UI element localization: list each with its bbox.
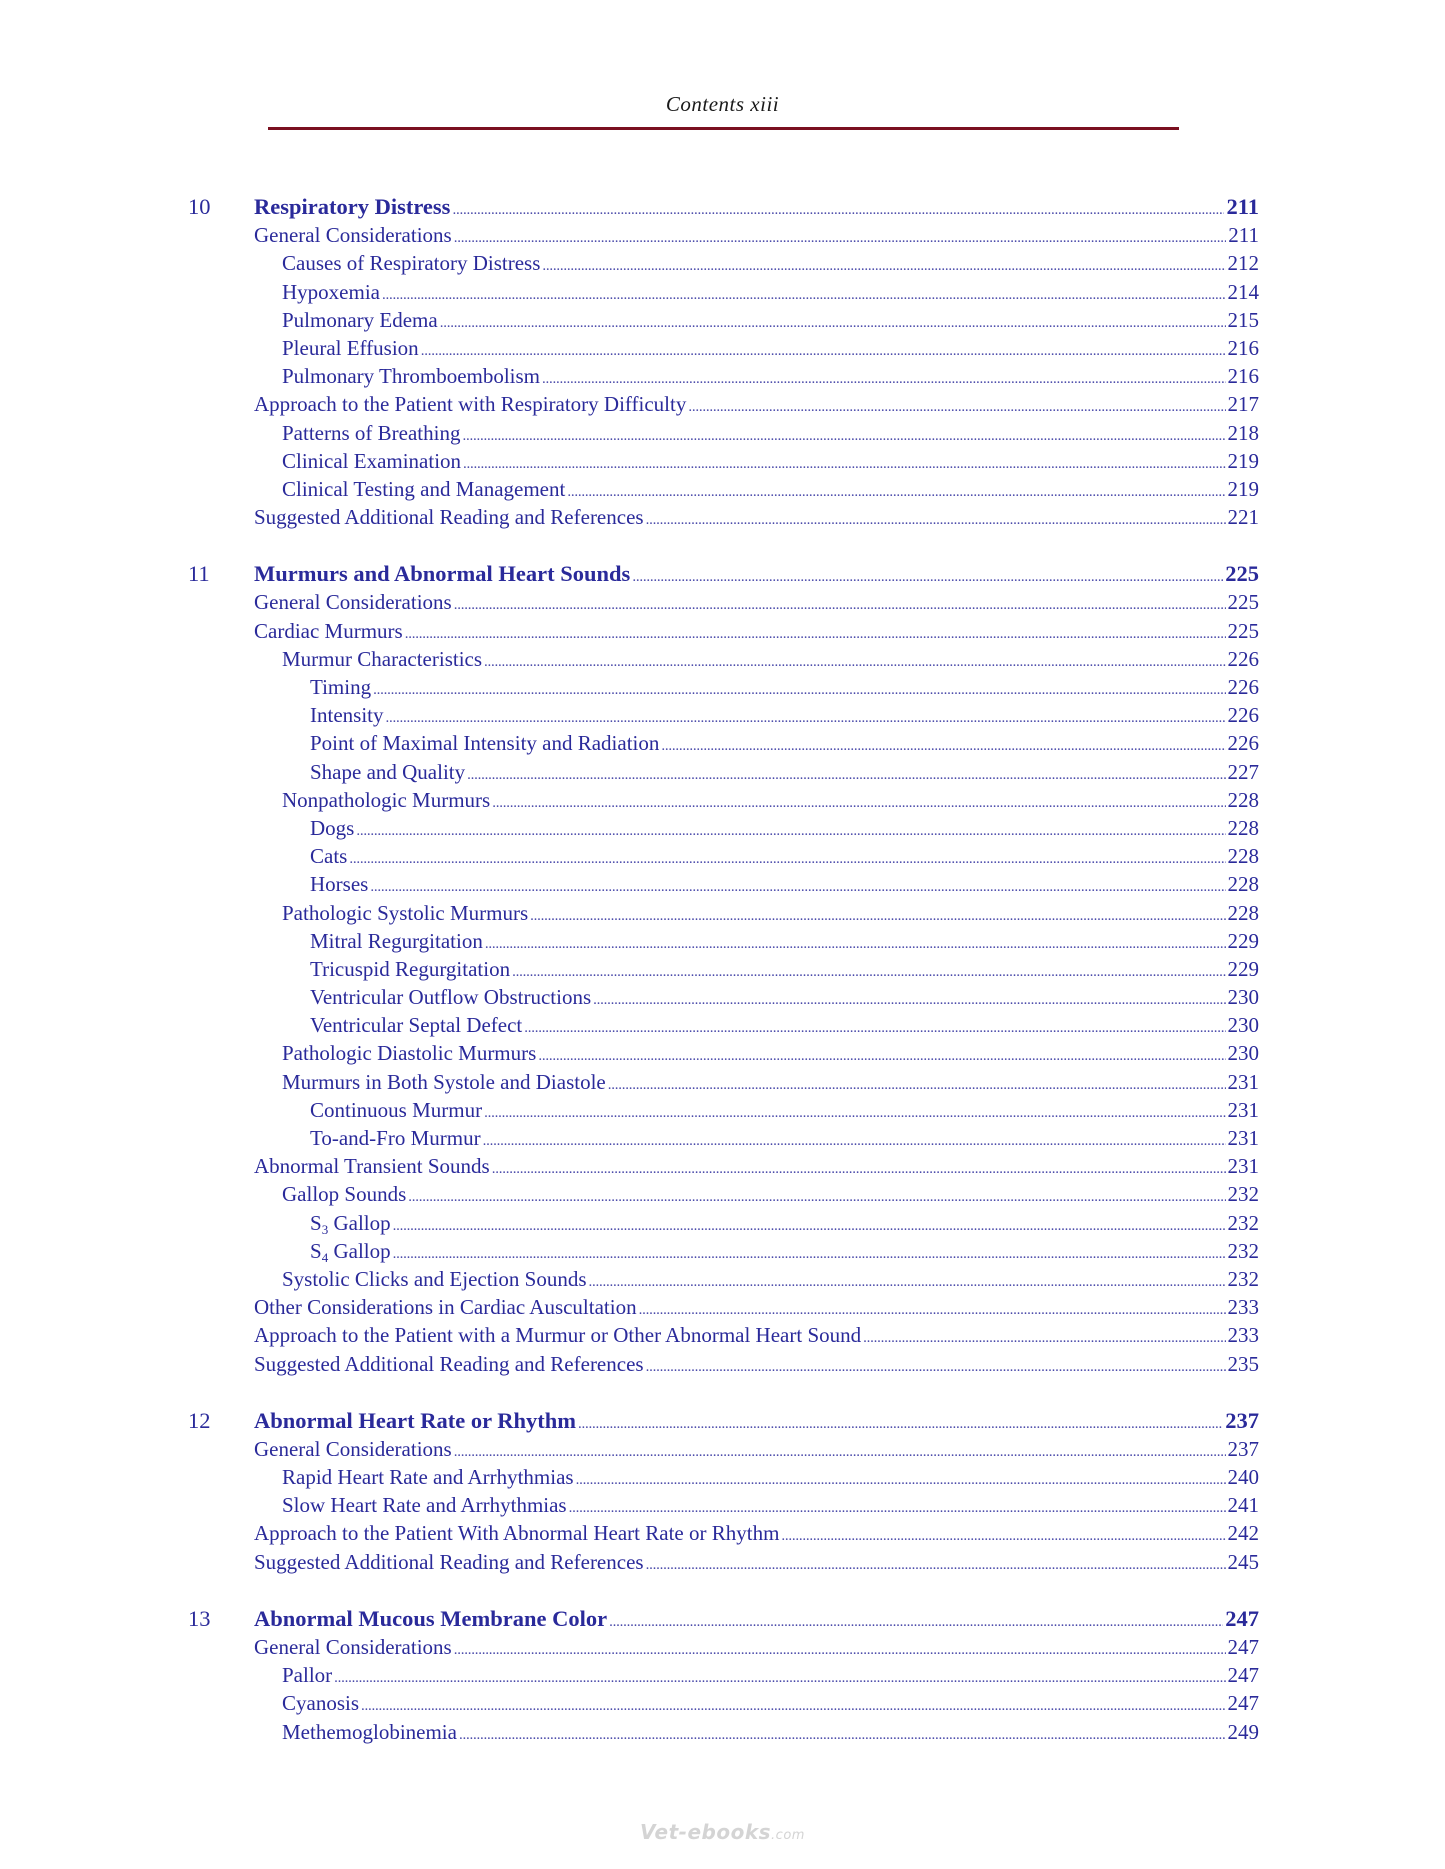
toc-entry-row[interactable] (0, 1463, 1445, 1491)
toc-entry-row[interactable] (0, 1265, 1445, 1293)
toc-entry-row[interactable] (0, 1519, 1445, 1547)
page-number: 226 (1227, 731, 1259, 756)
section-title[interactable]: Shape and Quality (310, 759, 466, 784)
dot-leader (530, 902, 1225, 930)
toc-entry-row[interactable] (0, 786, 1445, 814)
section-title[interactable]: Timing (310, 675, 372, 699)
dot-leader (542, 365, 1225, 393)
dot-leader (578, 1410, 1223, 1438)
page-number: 231 (1227, 1069, 1259, 1094)
dot-leader (512, 958, 1225, 986)
page-number: 232 (1227, 1182, 1259, 1207)
section-title[interactable]: $S_3$ Gallop (310, 1210, 391, 1237)
page-number: 226 (1227, 646, 1259, 671)
toc-entry-row[interactable] (0, 1124, 1445, 1152)
dot-leader (382, 281, 1226, 309)
toc-entry-row[interactable] (0, 249, 1445, 277)
toc-entry-row[interactable] (0, 1718, 1445, 1746)
dot-leader (462, 422, 1225, 450)
page-number: 230 (1227, 1013, 1259, 1038)
section-title[interactable]: Pulmonary Edema (282, 307, 438, 332)
section-title[interactable]: Methemoglobinemia (282, 1719, 457, 1744)
page-number: 225 (1227, 618, 1259, 643)
toc-entry-row[interactable] (0, 1350, 1445, 1378)
toc-entry-row[interactable] (0, 927, 1445, 955)
toc-entry-row[interactable] (0, 278, 1445, 306)
toc-entry (254, 503, 1259, 534)
section-title[interactable]: Suggested Additional Reading and References (254, 1351, 644, 1376)
toc-entry (282, 1491, 1259, 1522)
dot-leader (608, 1071, 1226, 1099)
page-number: 237 (1225, 1407, 1259, 1433)
section-title[interactable]: To-and-Fro Murmur (310, 1126, 481, 1150)
table-of-contents (0, 193, 1445, 1775)
toc-chapter-heading[interactable] (0, 1407, 1445, 1435)
toc-entry (282, 278, 1259, 309)
toc-chapter (0, 560, 1445, 1377)
toc-entry (254, 1633, 1259, 1664)
dot-leader (484, 648, 1225, 676)
toc-entry-row[interactable] (0, 1068, 1445, 1096)
page-number: 247 (1227, 1635, 1259, 1659)
section-title[interactable]: Nonpathologic Murmurs (282, 787, 491, 812)
page-number: 232 (1227, 1266, 1259, 1291)
toc-entry (310, 1124, 1259, 1155)
toc-entry (254, 617, 1259, 648)
page-number: 216 (1227, 364, 1259, 389)
toc-entry-row[interactable] (0, 306, 1445, 334)
toc-chapter (0, 193, 1445, 531)
toc-entry-row[interactable] (0, 1209, 1445, 1237)
page-number: 247 (1227, 1691, 1259, 1716)
page-number: 212 (1227, 251, 1259, 276)
toc-entry-row[interactable] (0, 1633, 1445, 1661)
toc-entry-row[interactable] (0, 1152, 1445, 1180)
page-number: 229 (1227, 956, 1259, 981)
dot-leader (361, 1692, 1225, 1720)
page-number: 216 (1227, 335, 1259, 360)
subscript: 3 (321, 1221, 329, 1237)
section-title[interactable]: Dogs (310, 815, 355, 840)
page-number: 232 (1227, 1210, 1259, 1235)
dot-leader (524, 1014, 1225, 1042)
dot-leader (646, 1353, 1226, 1381)
section-title[interactable]: Slow Heart Rate and Arrhythmias (282, 1493, 567, 1518)
dot-leader (639, 1296, 1226, 1324)
section-title[interactable]: Mitral Regurgitation (310, 928, 483, 953)
toc-entry-row[interactable] (0, 1293, 1445, 1321)
section-title[interactable]: General Considerations (254, 590, 452, 615)
page-number: 245 (1227, 1549, 1259, 1574)
toc-entry (254, 588, 1259, 619)
section-title[interactable]: Intensity (310, 703, 384, 728)
toc-entry (310, 1096, 1259, 1127)
dot-leader (567, 478, 1225, 506)
toc-entry-row[interactable] (0, 842, 1445, 870)
toc-entry-row[interactable] (0, 419, 1445, 447)
toc-chapter-heading[interactable] (0, 193, 1445, 221)
toc-chapter-heading[interactable] (0, 560, 1445, 588)
toc-entry (282, 1180, 1259, 1211)
toc-entry-row[interactable] (0, 475, 1445, 503)
toc-entry (282, 1039, 1259, 1070)
toc-entry-row[interactable] (0, 362, 1445, 390)
dot-leader (538, 1042, 1225, 1070)
section-title[interactable]: Suggested Additional Reading and References (254, 1549, 644, 1574)
page-number: 233 (1227, 1323, 1259, 1348)
section-title[interactable]: Patterns of Breathing (282, 420, 461, 445)
section-title[interactable]: Approach to the Patient with Respiratory Difficulty (254, 392, 687, 417)
page-number: 230 (1227, 1041, 1259, 1066)
chapter-title[interactable]: Respiratory Distress (254, 194, 451, 219)
toc-entry (310, 814, 1259, 845)
dot-leader (356, 817, 1225, 845)
section-title[interactable]: Gallop Sounds (282, 1182, 407, 1207)
toc-entry (282, 447, 1259, 478)
toc-entry (254, 1435, 1259, 1466)
dot-leader (454, 1636, 1226, 1664)
dot-leader (609, 1608, 1223, 1636)
toc-entry (282, 362, 1259, 393)
toc-entry (254, 1152, 1259, 1183)
section-title[interactable]: General Considerations (254, 1635, 452, 1659)
dot-leader (334, 1664, 1225, 1692)
section-title[interactable]: Pleural Effusion (282, 335, 419, 360)
toc-entry (310, 927, 1259, 958)
page-number: 228 (1227, 872, 1259, 897)
chapter-number: 12 (188, 1407, 211, 1433)
toc-entry-row[interactable] (0, 955, 1445, 983)
running-head: Contents xiii (665, 92, 780, 116)
dot-leader (484, 1099, 1225, 1127)
toc-entry (254, 1407, 1259, 1438)
page-number: 225 (1225, 561, 1259, 587)
section-title[interactable]: Continuous Murmur (310, 1097, 483, 1122)
toc-entry (310, 870, 1259, 901)
section-title[interactable]: Systolic Clicks and Ejection Sounds (282, 1266, 587, 1291)
page-number: 221 (1227, 505, 1259, 530)
page-number: 228 (1227, 900, 1259, 925)
dot-leader (542, 252, 1225, 280)
toc-entry (254, 1519, 1259, 1550)
page-number: 237 (1227, 1436, 1259, 1461)
dot-leader (393, 1212, 1226, 1240)
toc-entry (254, 221, 1259, 252)
dot-leader (485, 930, 1226, 958)
toc-entry (254, 1548, 1259, 1579)
section-title[interactable]: Clinical Testing and Management (282, 476, 566, 501)
toc-entry (282, 1661, 1259, 1692)
page-number: 228 (1227, 815, 1259, 840)
dot-leader (661, 732, 1225, 760)
toc-entry (310, 701, 1259, 732)
dot-leader (459, 1721, 1226, 1749)
toc-entry (310, 842, 1259, 873)
toc-entry-row[interactable] (0, 983, 1445, 1011)
page-number: 218 (1227, 420, 1259, 445)
toc-entry (282, 645, 1259, 676)
section-title[interactable]: Approach to the Patient with a Murmur or Other Abnormal Heart Sound (254, 1323, 862, 1348)
toc-entry (282, 419, 1259, 450)
toc-entry-row[interactable] (0, 1689, 1445, 1717)
dot-leader (576, 1466, 1226, 1494)
section-title[interactable]: Rapid Heart Rate and Arrhythmias (282, 1465, 574, 1490)
section-title[interactable]: $S_4$ Gallop (310, 1238, 391, 1265)
dot-leader (589, 1268, 1226, 1296)
toc-entry-row[interactable] (0, 1491, 1445, 1519)
toc-entry-row[interactable] (0, 1435, 1445, 1463)
toc-entry (310, 673, 1259, 704)
section-title[interactable]: Clinical Examination (282, 448, 462, 473)
page-number: 226 (1227, 675, 1259, 699)
section-title[interactable]: General Considerations (254, 1436, 452, 1461)
toc-entry-row[interactable] (0, 1096, 1445, 1124)
section-title[interactable]: Approach to the Patient With Abnormal Heart Rate or Rhythm (254, 1521, 780, 1546)
watermark-logo: Vet-ebooks.com (640, 1820, 805, 1844)
toc-entry-row[interactable] (0, 221, 1445, 249)
dot-leader (421, 337, 1226, 365)
toc-entry (310, 758, 1259, 789)
toc-entry (282, 1265, 1259, 1296)
toc-entry-row[interactable] (0, 334, 1445, 362)
page-number: 240 (1227, 1465, 1259, 1490)
dot-leader (454, 591, 1226, 619)
dot-leader (863, 1324, 1225, 1352)
page-number: 233 (1227, 1295, 1259, 1320)
page-number: 235 (1227, 1351, 1259, 1376)
toc-entry-row[interactable] (0, 588, 1445, 616)
toc-entry (282, 1463, 1259, 1494)
page-number: 229 (1227, 928, 1259, 953)
chapter-number: 13 (188, 1605, 211, 1631)
toc-entry-row[interactable] (0, 1237, 1445, 1265)
toc-entry-row[interactable] (0, 447, 1445, 475)
dot-leader (408, 1183, 1225, 1211)
dot-leader (646, 1551, 1226, 1579)
section-title[interactable]: Abnormal Transient Sounds (254, 1154, 490, 1179)
toc-entry-row[interactable] (0, 814, 1445, 842)
toc-entry (282, 1718, 1259, 1749)
chapter-title[interactable]: Murmurs and Abnormal Heart Sounds (254, 561, 631, 587)
toc-chapter-heading[interactable] (0, 1605, 1445, 1633)
toc-entry (282, 334, 1259, 365)
toc-entry (254, 193, 1259, 224)
section-title[interactable]: Pallor (282, 1663, 333, 1688)
page-number: 227 (1227, 759, 1259, 784)
page-number: 214 (1227, 279, 1259, 304)
page-number: 228 (1227, 844, 1259, 869)
page-number: 211 (1226, 194, 1259, 219)
header-rule (268, 127, 1179, 130)
toc-entry-row[interactable] (0, 1011, 1445, 1039)
section-title[interactable]: Suggested Additional Reading and References (254, 505, 644, 530)
section-title[interactable]: General Considerations (254, 223, 452, 248)
toc-chapter (0, 1407, 1445, 1576)
page-number: 228 (1227, 787, 1259, 812)
dot-leader (467, 761, 1225, 789)
toc-entry-row[interactable] (0, 701, 1445, 729)
page-number: 217 (1227, 392, 1259, 417)
toc-entry-row[interactable] (0, 899, 1445, 927)
toc-entry (282, 1689, 1259, 1720)
page-number: 232 (1227, 1238, 1259, 1263)
page-number: 211 (1228, 223, 1259, 248)
section-title[interactable]: Cats (310, 844, 348, 869)
dot-leader (492, 1155, 1226, 1183)
dot-leader (463, 450, 1225, 478)
dot-leader (688, 393, 1225, 421)
toc-entry (254, 390, 1259, 421)
toc-entry (254, 1350, 1259, 1381)
dot-leader (452, 196, 1224, 224)
section-title[interactable]: Murmurs in Both Systole and Diastole (282, 1069, 606, 1094)
dot-leader (393, 1240, 1226, 1268)
page-number: 231 (1227, 1154, 1259, 1179)
page-number: 231 (1227, 1097, 1259, 1122)
dot-leader (781, 1522, 1225, 1550)
chapter-title[interactable]: Abnormal Heart Rate or Rhythm (254, 1407, 577, 1433)
toc-entry-row[interactable] (0, 390, 1445, 418)
toc-entry-row[interactable] (0, 1548, 1445, 1576)
section-title[interactable]: Tricuspid Regurgitation (310, 956, 511, 981)
page-number: 247 (1227, 1663, 1259, 1688)
section-title[interactable]: Causes of Respiratory Distress (282, 251, 541, 276)
toc-entry-row[interactable] (0, 617, 1445, 645)
toc-entry (282, 786, 1259, 817)
toc-entry-row[interactable] (0, 1661, 1445, 1689)
page-number: 242 (1227, 1521, 1259, 1546)
page-number: 230 (1227, 985, 1259, 1010)
section-title[interactable]: Point of Maximal Intensity and Radiation (310, 731, 660, 756)
dot-leader (370, 873, 1225, 901)
dot-leader (373, 676, 1225, 704)
section-title[interactable]: Pathologic Diastolic Murmurs (282, 1041, 537, 1066)
page-number: 225 (1227, 590, 1259, 615)
section-title[interactable]: Ventricular Septal Defect (310, 1013, 523, 1038)
section-title[interactable]: Pulmonary Thromboembolism (282, 364, 541, 389)
page-number: 215 (1227, 307, 1259, 332)
dot-leader (454, 1438, 1226, 1466)
toc-entry-row[interactable] (0, 729, 1445, 757)
section-title[interactable]: Pathologic Systolic Murmurs (282, 900, 529, 925)
dot-leader (569, 1494, 1226, 1522)
toc-entry-row[interactable] (0, 1321, 1445, 1349)
page-number: 231 (1227, 1126, 1259, 1150)
toc-entry (254, 1321, 1259, 1352)
dot-leader (593, 986, 1225, 1014)
toc-entry (282, 475, 1259, 506)
toc-entry (254, 560, 1259, 591)
dot-leader (646, 506, 1226, 534)
section-title[interactable]: Hypoxemia (282, 279, 380, 304)
dot-leader (440, 309, 1226, 337)
section-title[interactable]: Other Considerations in Cardiac Auscultation (254, 1295, 637, 1320)
toc-entry-row[interactable] (0, 645, 1445, 673)
dot-leader (492, 789, 1225, 817)
dot-leader (349, 845, 1225, 873)
section-title[interactable]: Ventricular Outflow Obstructions (310, 985, 592, 1010)
toc-entry-row[interactable] (0, 673, 1445, 701)
page-number: 249 (1227, 1719, 1259, 1744)
toc-entry (254, 1293, 1259, 1324)
toc-entry (282, 1068, 1259, 1099)
dot-leader (483, 1127, 1226, 1155)
page-number: 241 (1227, 1493, 1259, 1518)
dot-leader (386, 704, 1226, 732)
toc-entry-row[interactable] (0, 870, 1445, 898)
toc-entry-row[interactable] (0, 1180, 1445, 1208)
section-title[interactable]: Murmur Characteristics (282, 646, 483, 671)
section-title[interactable]: Cardiac Murmurs (254, 618, 403, 643)
subscript: 4 (321, 1249, 329, 1265)
page-number: 219 (1227, 476, 1259, 501)
chapter-number: 11 (188, 561, 210, 587)
toc-entry (310, 1011, 1259, 1042)
section-title[interactable]: Cyanosis (282, 1691, 360, 1716)
toc-entry (282, 899, 1259, 930)
toc-entry (254, 1605, 1259, 1636)
toc-entry-row[interactable] (0, 503, 1445, 531)
section-title[interactable]: Horses (310, 872, 369, 897)
toc-chapter (0, 1605, 1445, 1746)
page-number: 219 (1227, 448, 1259, 473)
toc-entry (310, 729, 1259, 760)
dot-leader (632, 563, 1223, 591)
chapter-title[interactable]: Abnormal Mucous Membrane Color (254, 1605, 608, 1631)
toc-entry-row[interactable] (0, 1039, 1445, 1067)
dot-leader (454, 224, 1227, 252)
toc-entry-row[interactable] (0, 758, 1445, 786)
toc-entry (282, 306, 1259, 337)
page-number: 226 (1227, 703, 1259, 728)
chapter-number: 10 (188, 194, 211, 219)
page-number: 247 (1225, 1605, 1259, 1631)
toc-entry (310, 983, 1259, 1014)
toc-entry (310, 955, 1259, 986)
toc-entry (282, 249, 1259, 280)
dot-leader (405, 620, 1226, 648)
